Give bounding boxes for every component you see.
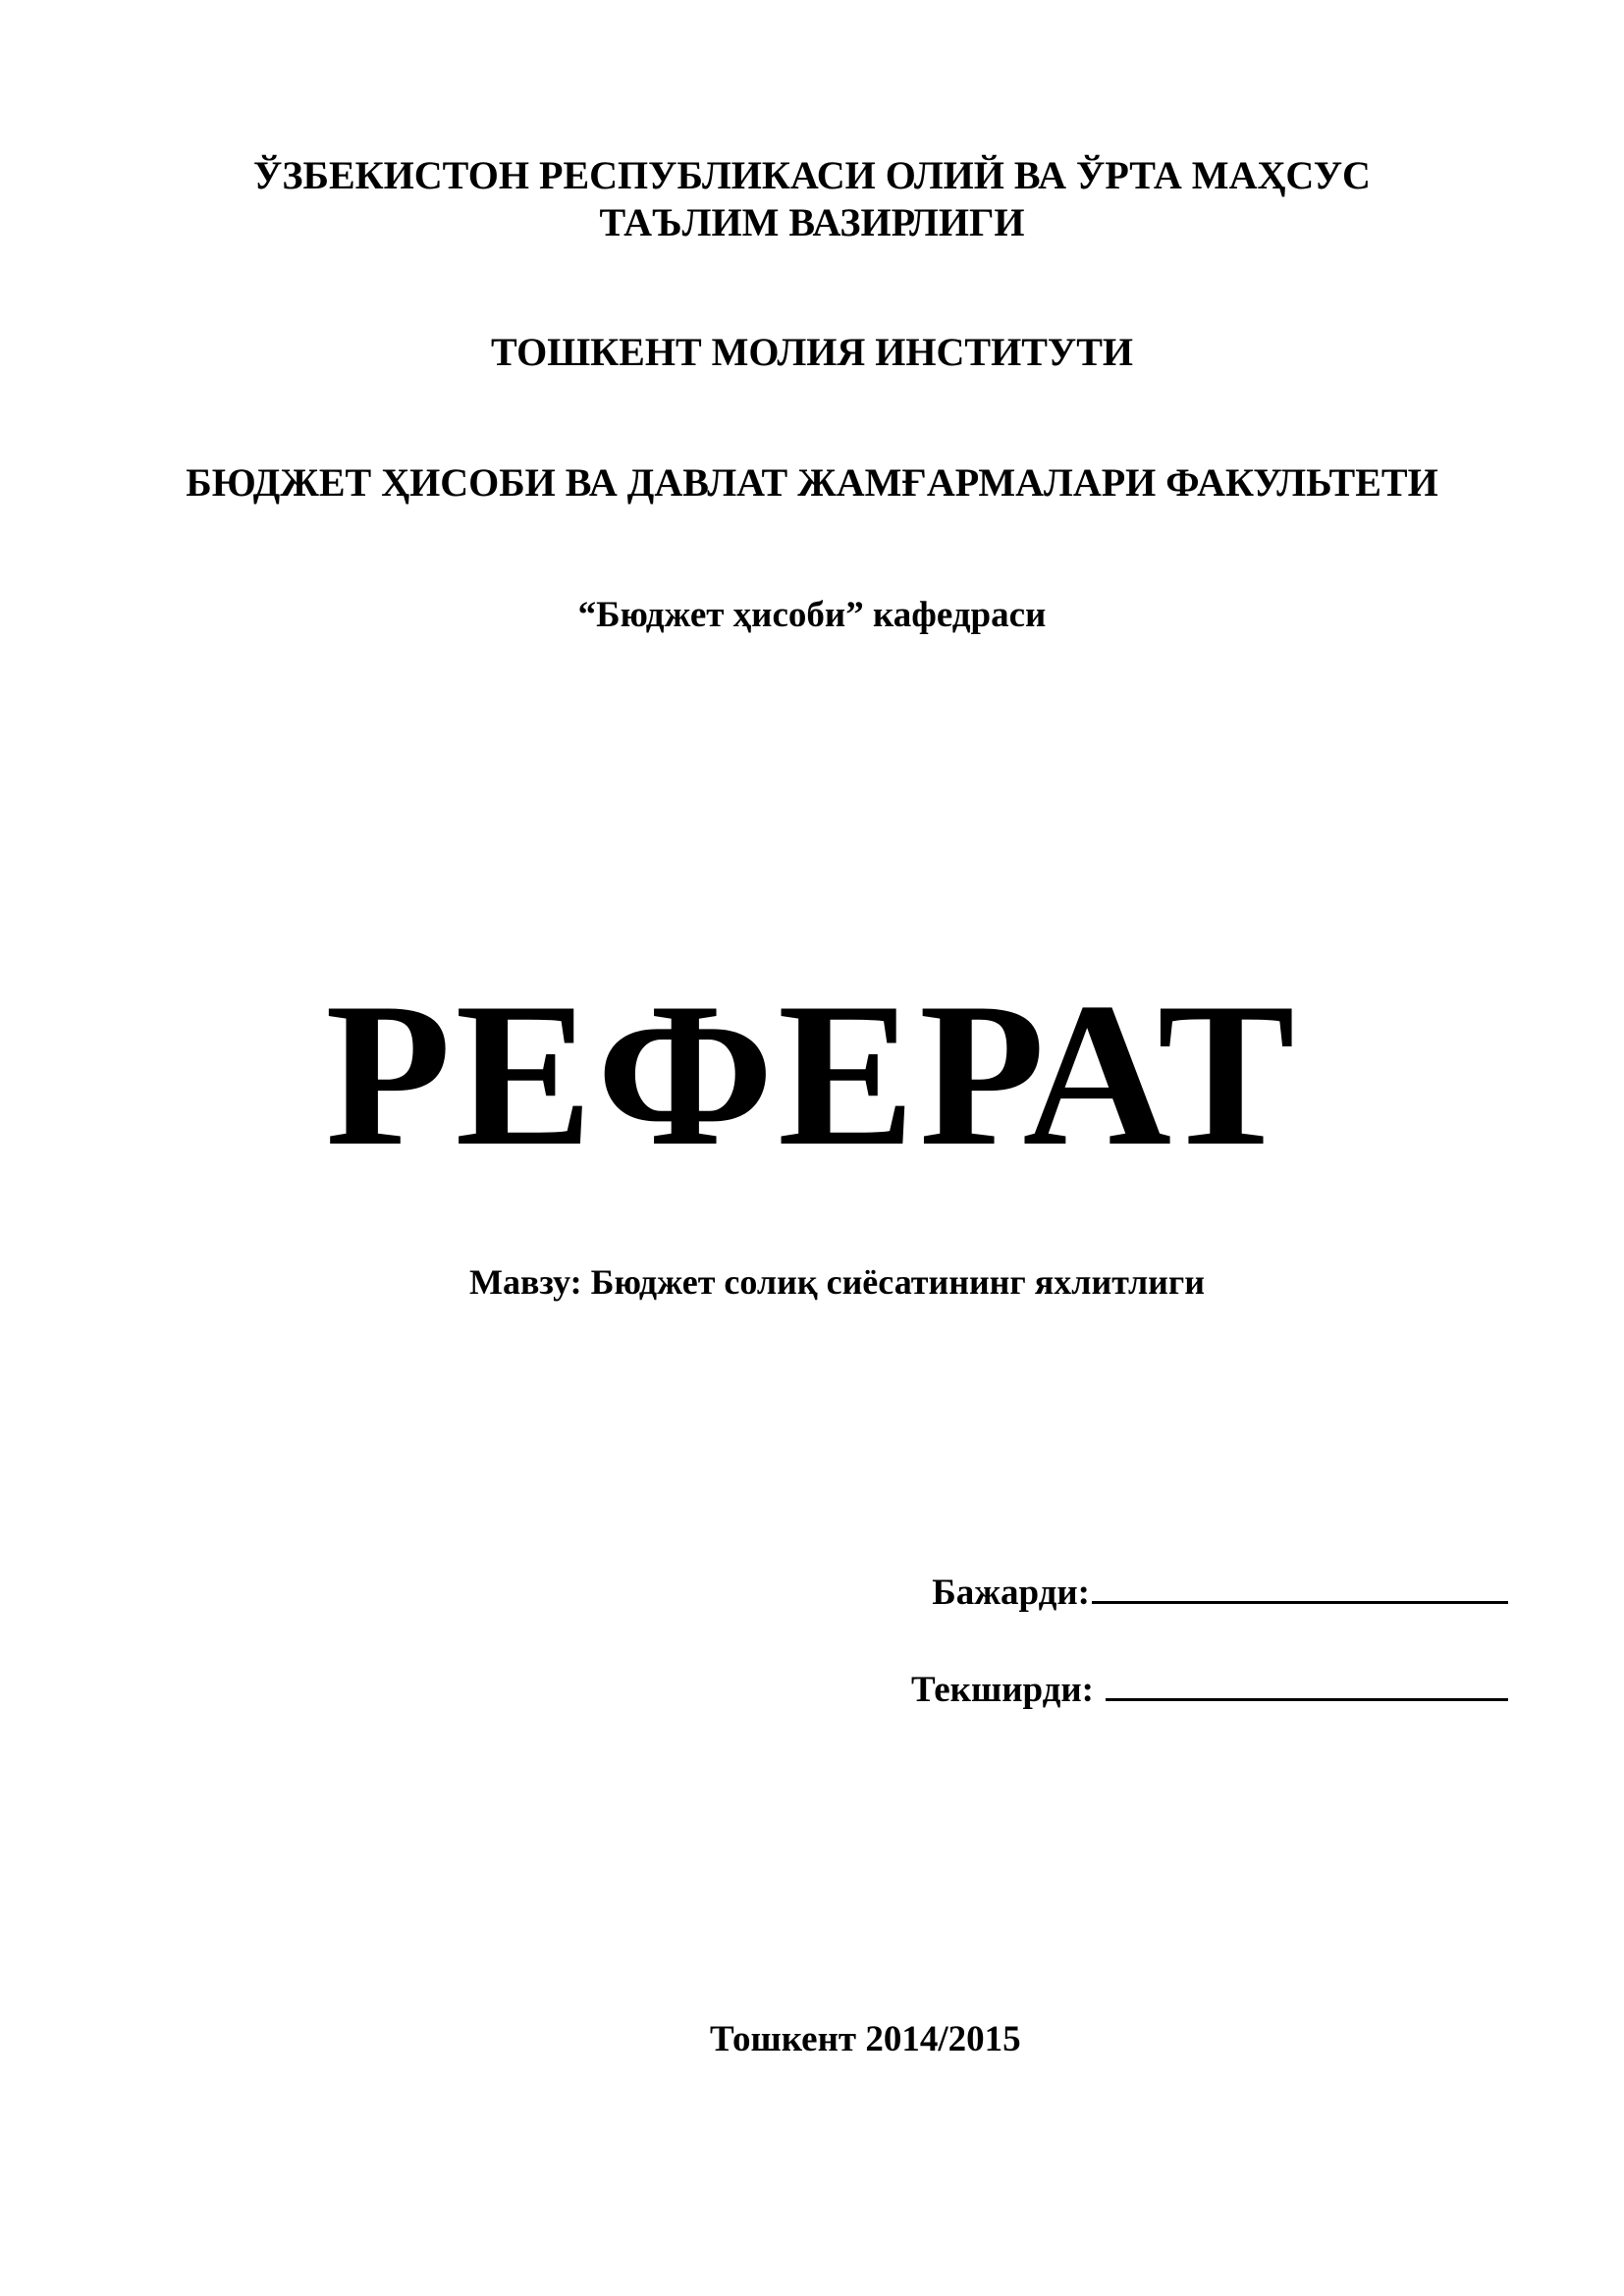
ministry-line-1: ЎЗБЕКИСТОН РЕСПУБЛИКАСИ ОЛИЙ ВА ЎРТА МАҲСУС — [253, 153, 1371, 197]
checked-by-blank-line — [1106, 1665, 1508, 1701]
performed-by-label: Бажарди: — [932, 1573, 1090, 1613]
checked-by-signature — [911, 1665, 1508, 1713]
topic-line: Мавзу: Бюджет солиқ сиёсатининг яхлитлиги — [469, 1262, 1206, 1302]
performed-by-blank-line — [1092, 1568, 1508, 1604]
performed-by-signature — [932, 1568, 1508, 1616]
checked-by-label: Текширди: — [910, 1670, 1094, 1710]
institute-name: ТОШКЕНТ МОЛИЯ ИНСТИТУТИ — [490, 330, 1134, 374]
faculty-name: БЮДЖЕТ ҲИСОБИ ВА ДАВЛАТ ЖАМҒАРМАЛАРИ ФАКУЛЬТЕТИ — [186, 460, 1438, 505]
city-year-footer: Тошкент 2014/2015 — [710, 2019, 1021, 2059]
ministry-line-2: ТАЪЛИМ ВАЗИРЛИГИ — [599, 200, 1025, 244]
ministry-heading — [0, 152, 1624, 246]
department-name: “Бюджет ҳисоби” кафедраси — [577, 595, 1047, 635]
document-type-title: РЕФЕРАТ — [325, 961, 1299, 1189]
